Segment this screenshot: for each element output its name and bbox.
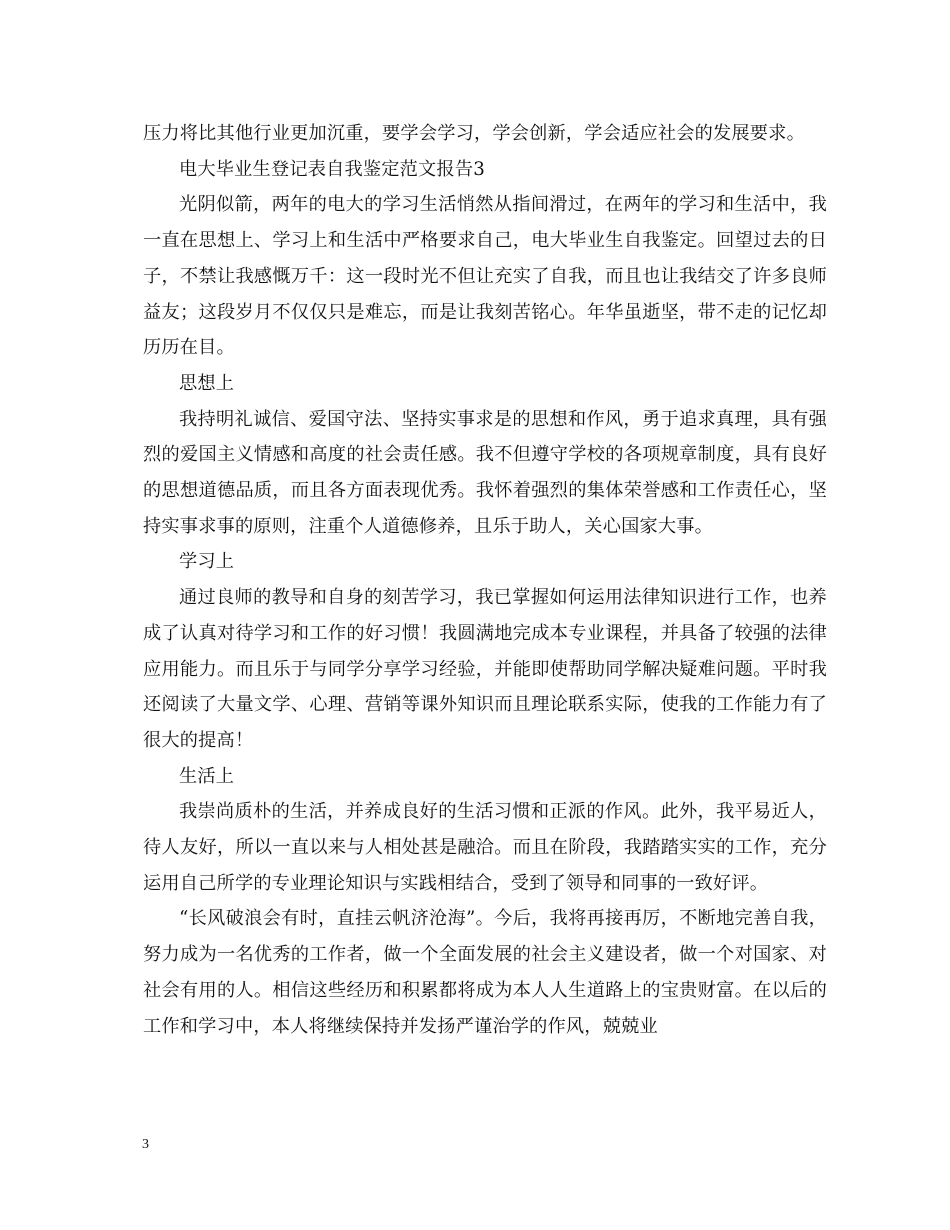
document-body [143, 116, 827, 1044]
paragraph-study: 通过良师的教导和自身的刻苦学习，我已掌握如何运用法律知识进行工作，也养成了认真对待学习和工作的好习惯！我圆满地完成本专业课程，并具备了较强的法律应用能力。而且乐于与同学分享学习经验，并能即使帮助同学解决疑难问题。平时我还阅读了大量文学、心理、营销等课外知识而且理论联系实际，使我的工作能力有了很大的提高！ [143, 587, 827, 751]
subheading-study: 学习上 [179, 551, 235, 573]
subheading-life: 生活上 [179, 765, 235, 787]
subheading-thought: 思想上 [179, 372, 235, 394]
paragraph-conclusion: “长风破浪会有时，直挂云帆济沧海”。今后，我将再接再厉，不断地完善自我，努力成为一名优秀的工作者，做一个全面发展的社会主义建设者，做一个对国家、对社会有用的人。相信这些经历和积累都将成为本人人生道路上的宝贵财富。在以后的工作和学习中，本人将继续保持并发扬严谨治学的作风，兢兢业 [143, 908, 827, 1037]
paragraph-life: 我崇尚质朴的生活，并养成良好的生活习惯和正派的作风。此外，我平易近人，待人友好，所以一直以来与人相处甚是融洽。而且在阶段，我踏踏实实的工作，充分运用自己所学的专业理论知识与实践相结合，受到了领导和同事的一致好评。 [143, 801, 827, 894]
paragraph-thought: 我持明礼诚信、爱国守法、坚持实事求是的思想和作风，勇于追求真理，具有强烈的爱国主义情感和高度的社会责任感。我不但遵守学校的各项规章制度，具有良好的思想道德品质，而且各方面表现优秀。我怀着强烈的集体荣誉感和工作责任心，坚持实事求事的原则，注重个人道德修养，且乐于助人，关心国家大事。 [143, 408, 827, 537]
section-title: 电大毕业生登记表自我鉴定范文报告3 [179, 158, 485, 180]
paragraph-continuation: 压力将比其他行业更加沉重，要学会学习，学会创新，学会适应社会的发展要求。 [143, 123, 805, 144]
page-number: 3 [142, 1137, 149, 1152]
paragraph-intro: 光阴似箭，两年的电大的学习生活悄然从指间滑过，在两年的学习和生活中，我一直在思想上、学习上和生活中严格要求自己，电大毕业生自我鉴定。回望过去的日子，不禁让我感慨万千：这一段时光不但让充实了自我，而且也让我结交了许多良师益友；这段岁月不仅仅只是难忘，而是让我刻苦铭心。年华虽逝坚，带不走的记忆却历历在目。 [143, 194, 827, 359]
